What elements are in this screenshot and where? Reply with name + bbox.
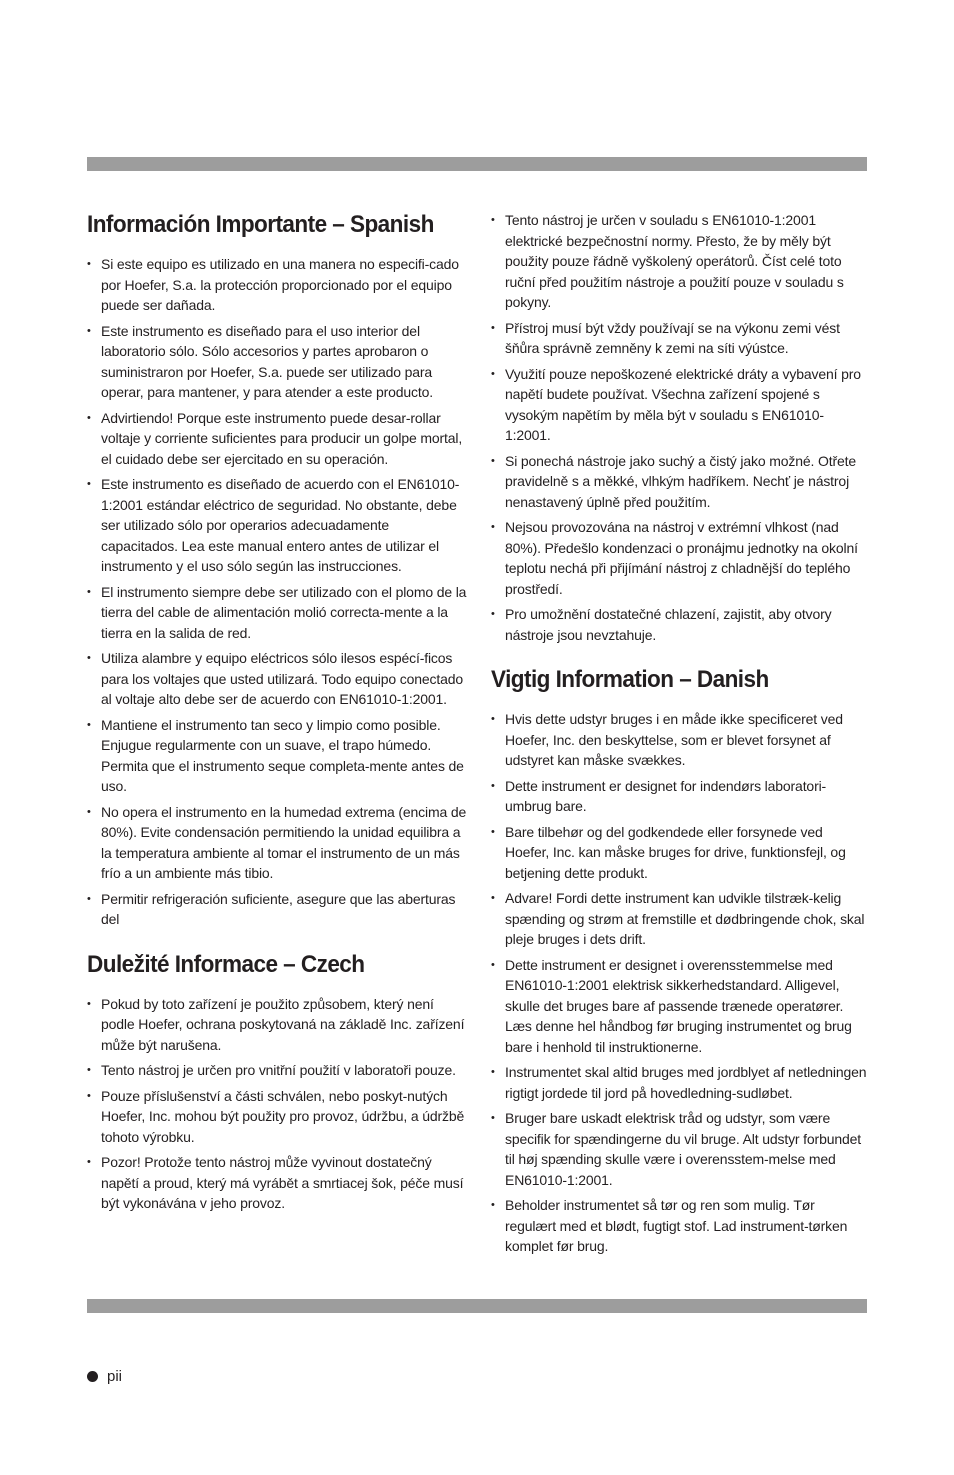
czech-list-right bbox=[491, 210, 869, 645]
list-item: • Bare tilbehør og del godkendede eller forsynede ved Hoefer, Inc. kan måske bruges for drive, funktionsfejl, og betjening dette produkt. bbox=[491, 822, 869, 884]
spanish-heading: Información Importante – Spanish bbox=[87, 211, 434, 238]
list-item: • Mantiene el instrumento tan seco y limpio como posible. Enjugue regularmente con un suave, el trapo húmedo. Permita que el instrumento seque completa-mente antes de uso. bbox=[87, 715, 467, 797]
czech-list-left bbox=[87, 994, 467, 1214]
list-item: • Pouze příslušenství a části schválen, nebo poskyt-nutých Hoefer, Inc. mohou být použity pro provoz, údržbu, a údržbě tohoto výrobku. bbox=[87, 1086, 467, 1148]
list-item: • Tento nástroj je určen pro vnitřní použití v laboratoři pouze. bbox=[87, 1060, 467, 1081]
list-item: • Si ponechá nástroje jako suchý a čistý jako možné. Otřete pravidelně s a měkké, vlhkým hadříkem. Nechť je nástroj nenastavený úplně před použitím. bbox=[491, 451, 869, 513]
list-item: • Využití pouze nepoškozené elektrické dráty a vybavení pro napětí budete používat. Všechna zařízení spojené s vysokým napětím by měla být v souladu s EN61010-1:2001. bbox=[491, 364, 869, 446]
list-item: • El instrumento siempre debe ser utilizado con el plomo de la tierra del cable de alimentación molió correcta-mente a la tierra en la salida de red. bbox=[87, 582, 467, 644]
list-item: • Přístroj musí být vždy používají se na výkonu zemi vést šňůra správně zemněny k zemi na síti výústce. bbox=[491, 318, 869, 359]
list-item: • Dette instrument er designet for indendørs laboratori-umbrug bare. bbox=[491, 776, 869, 817]
top-divider-bar bbox=[87, 157, 867, 171]
danish-list bbox=[491, 709, 869, 1257]
list-item: • Si este equipo es utilizado en una manera no especifi-cado por Hoefer, S.a. la protección proporcionado por el equipo puede ser dañada. bbox=[87, 254, 467, 316]
list-item: • Este instrumento es diseñado de acuerdo con el EN61010-1:2001 estándar eléctrico de seguridad. No obstante, debe ser utilizado sólo por operarios adecuadamente capacitados. Lea este manual entero antes de utilizar el instrumento y el uso sólo según las instrucciones. bbox=[87, 474, 467, 577]
right-column bbox=[491, 210, 869, 1262]
list-item: • Permitir refrigeración suficiente, asegure que las aberturas del bbox=[87, 889, 467, 930]
bottom-divider-bar bbox=[87, 1299, 867, 1313]
list-item: • Tento nástroj je určen v souladu s EN61010-1:2001 elektrické bezpečnostní normy. Přesto, že by měly být použity pouze řádně vyškolený operátorů. Číst celé toto ruční před použitím nástroje a použití pouze v souladu s pokyny. bbox=[491, 210, 869, 313]
page-number: pii bbox=[107, 1368, 123, 1385]
list-item: • Este instrumento es diseñado para el uso interior del laboratorio sólo. Sólo accesorios y partes aprobaron o suministraron por Hoefer, S.a. puede ser utilizado para operar, para mantener, y para atender a este producto. bbox=[87, 321, 467, 403]
list-item: • Beholder instrumentet så tør og ren som mulig. Tør regulært med et blødt, fugtigt stof. Lad instrument-tørken komplet før brug. bbox=[491, 1195, 869, 1257]
list-item: • Pokud by toto zařízení je použito způsobem, který není podle Hoefer, ochrana poskytovaná na základě Inc. zařízení může být narušena. bbox=[87, 994, 467, 1056]
page-footer bbox=[87, 1368, 122, 1385]
list-item: • Advirtiendo! Porque este instrumento puede desar-rollar voltaje y corriente suficientes para producir un golpe mortal, el cuidado debe ser ejercitado en su operación. bbox=[87, 408, 467, 470]
list-item: • Pro umožnění dostatečné chlazení, zajistit, aby otvory nástroje jsou nevztahuje. bbox=[491, 604, 869, 645]
spanish-list bbox=[87, 254, 467, 930]
danish-heading: Vigtig Information – Danish bbox=[491, 666, 769, 693]
list-item: • Pozor! Protože tento nástroj může vyvinout dostatečný napětí a proud, který má vyrábět a smrtiacej šok, péče musí být vykonávána v jeho provoz. bbox=[87, 1152, 467, 1214]
list-item: • Nejsou provozována na nástroj v extrémní vlhkost (nad 80%). Předešlo kondenzaci o pronájmu jednotky na okolní teplotu nechá při přijímání nástroj z chladnější do teplého prostředí. bbox=[491, 517, 869, 599]
list-item: • Advare! Fordi dette instrument kan udvikle tilstræk-kelig spænding og strøm at fremstille et dødbringende chok, skal pleje bruges i dets drift. bbox=[491, 888, 869, 950]
czech-heading: Duležité Informace – Czech bbox=[87, 950, 365, 978]
bullet-dot-icon bbox=[87, 1371, 98, 1382]
list-item: • Hvis dette udstyr bruges i en måde ikke specificeret ved Hoefer, Inc. den beskyttelse, som er blevet forsynet af udstyret kan måske svækkes. bbox=[491, 709, 869, 771]
list-item: • Instrumentet skal altid bruges med jordblyet af netledningen rigtigt jordede til jord på hovedledning-sudløbet. bbox=[491, 1062, 869, 1103]
list-item: • Dette instrument er designet i overensstemmelse med EN61010-1:2001 elektrisk sikkerhedstandard. Alligevel, skulle det bruges bare af passende trænede operatører. Læs denne hel håndbog før bruging instrumentet og brug bare i henhold til instruktionerne. bbox=[491, 955, 869, 1058]
list-item: • Bruger bare uskadt elektrisk tråd og udstyr, som være specifik for spændingerne du vil bruge. Alt udstyr forbundet til høj spænding skulle være i overensstem-melse med EN61010-1:2001. bbox=[491, 1108, 869, 1190]
list-item: • Utiliza alambre y equipo eléctricos sólo ilesos espécí-ficos para los voltajes que usted utilizará. Todo equipo conectado al voltaje alto debe ser de acuerdo con EN61010-1:2001. bbox=[87, 648, 467, 710]
list-item: • No opera el instrumento en la humedad extrema (encima de 80%). Evite condensación permitiendo la unidad equilibra a la temperatura ambiente al tomar el instrumento de un más frío a un ambiente más tibio. bbox=[87, 802, 467, 884]
left-column bbox=[87, 210, 467, 1219]
